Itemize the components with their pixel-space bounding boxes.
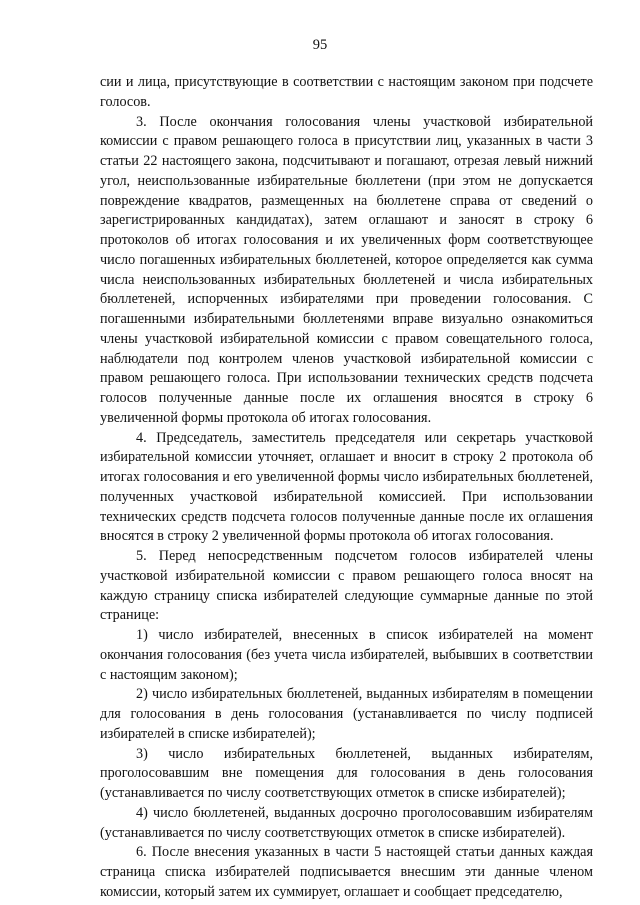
paragraph-item-6: 6. После внесения указанных в части 5 настоящей статьи данных каждая страница списка избирателей подписывается внесшим эти данные членом комиссии, который затем их суммирует, оглашает и сообщает председателю, (100, 844, 593, 900)
list-item-1: 1) число избирателей, внесенных в список избирателей на момент окончания голосования (без учета числа избирателей, выбывших в соответствии с настоящим законом); (100, 627, 593, 683)
list-item-3: 3) число избирательных бюллетеней, выданных избирателям, проголосовавшим вне помещения для голосования в день голосования (устанавливается по числу соответствующих отметок в списке избирателей); (100, 745, 593, 801)
list-item-2: 2) число избирательных бюллетеней, выданных избирателям в помещении для голосования в день голосования (устанавливается по числу подписей избирателей в списке избирателей); (100, 686, 593, 742)
page-body (100, 73, 593, 903)
list-item-4: 4) число бюллетеней, выданных досрочно проголосовавшим избирателям (устанавливается по числу соответствующих отметок в списке избирателей). (100, 804, 593, 841)
paragraph-item-3: 3. После окончания голосования члены участковой избирательной комиссии с правом решающего голоса в присутствии лиц, указанных в части 3 статьи 22 настоящего закона, подсчитывают и погашают, отрезая левый нижний угол, неиспользованные избирательные бюллетени (при этом не допускается повреждение квадратов, размещенных на бюллетене справа от сведений о зарегистрированных кандидатах), затем оглашают и заносят в строку 6 протоколов об итогах голосования и их увеличенных форм соответствующее число погашенных избирательных бюллетеней, которое определяется как сумма числа неиспользованных избирательных бюллетеней и числа избирательных бюллетеней, испорченных избирателями при проведении голосования. С погашенными избирательными бюллетенями вправе визуально ознакомиться члены участковой избирательной комиссии с правом совещательного голоса, наблюдатели под контролем членов участковой избирательной комиссии с правом решающего голоса. При использовании технических средств подсчета голосов полученные данные после их оглашения вносятся в строку 6 увеличенной формы протокола об итогах голосования. (100, 113, 593, 426)
paragraph-item-4: 4. Председатель, заместитель председателя или секретарь участковой избирательной комиссии уточняет, оглашает и вносит в строку 2 протокола об итогах голосования и его увеличенной формы число избирательных бюллетеней, полученных участковой избирательной комиссией. При использовании технических средств подсчета голосов полученные данные после их оглашения вносятся в строку 2 увеличенной формы протокола об итогах голосования. (100, 429, 593, 545)
page-number: 95 (312, 37, 328, 53)
paragraph-continuation: сии и лица, присутствующие в соответствии с настоящим законом при подсчете голосов. (100, 74, 593, 110)
paragraph-item-5: 5. Перед непосредственным подсчетом голосов избирателей члены участковой избирательной комиссии с правом решающего голоса вносят на каждую страницу списка избирателей следующие суммарные данные по этой странице: (100, 548, 593, 624)
